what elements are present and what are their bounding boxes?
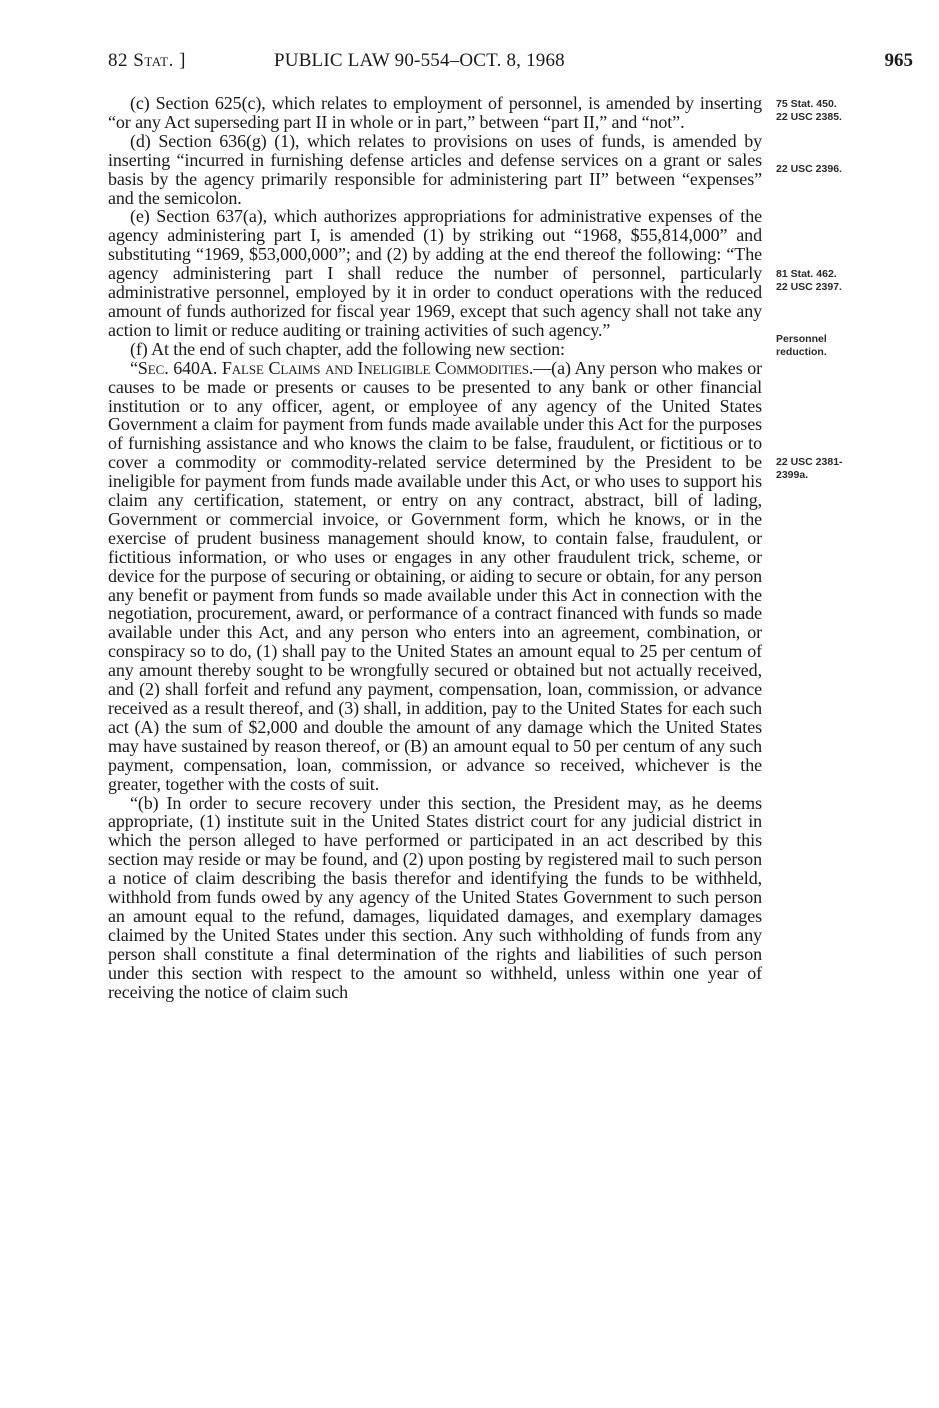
paragraph-b: “(b) In order to secure recovery under this section, the President may, as he deems appropriate, (1) institute suit in the United States district court for any judicial district in which the person alleged to have performed or participated in an act described by this section may reside or may be found, and (2) upon posting by registered mail to such person a notice of claim describing the basis therefor and identifying the funds to be withheld, withhold from funds owed by any agency of the United States Government to such person an amount equal to the refund, damages, liquidated damages, and exemplary damages claimed by the United States under this section. Any such withholding of funds from any person shall constitute a final determination of the rights and liabilities of such person under this section with respect to the amount so withheld, unless within one year of receiving the notice of claim such: [108, 792, 762, 1002]
section-640a-heading: False Claims and Ineligible Commodities.: [221, 357, 534, 378]
statute-body: [108, 94, 762, 1002]
margin-note-personnel-1: Personnel: [776, 333, 827, 345]
running-title: PUBLIC LAW 90-554–OCT. 8, 1968: [274, 50, 565, 71]
section-640a-lead: “Sec. 640A.: [130, 357, 218, 378]
margin-note-e: [776, 268, 926, 293]
margin-note-f-usc-cont: 2399a.: [776, 468, 809, 481]
section-640a-text: —(a) Any person who makes or causes to be made or presents or causes to be presented to any bank or other financial institution or to any officer, agent, or employee of any agency of the United States Government a claim for payment from funds made available under this Act for the purposes of furnishing assistance and who knows the claim to be false, fraudulent, or fictitious or to cover a commodity or commodity-related service determined by the President to be ineligible for payment from funds made available under this Act, or who uses to support his claim any certification, statement, or entry on any contract, abstract, bill of lading, Government or commercial invoice, or Government form, which he knows, or in the exercise of prudent business management should know, to contain false, fraudulent, or fictitious information, or who uses or engages in any other fraudulent trick, scheme, or device for the purpose of securing or obtaining, or aiding to secure or obtain, for any person any benefit or payment from funds so made available under this Act in connection with the negotiation, procurement, award, or performance of a contract financed with funds so made available under this Act, and any person who enters into an agreement, combination, or conspiracy so to do, (1) shall pay to the United States an amount equal to 25 per centum of any amount thereby sought to be wrongfully secured or obtained but not actually received, and (2) shall forfeit and refund any payment, compensation, loan, commission, or advance received as a result thereof, and (3) shall, in addition, pay to the United States for each such act (A) the sum of $2,000 and double the amount of any damage which the United States may have sustained by reason thereof, or (B) an amount equal to 50 per centum of any such payment, compensation, loan, commission, or advance so received, whichever is the greater, together with the costs of suit.: [108, 357, 763, 794]
page-number: 965: [884, 50, 913, 71]
margin-note-e-stat: 81 Stat. 462.: [776, 268, 837, 280]
margin-note-c-stat: 75 Stat. 450.: [776, 98, 837, 110]
statute-volume: 82 Stat. ]: [108, 50, 186, 71]
margin-note-f: [776, 456, 926, 481]
margin-note-c-usc: 22 USC 2385.: [776, 110, 842, 123]
margin-note-e-usc: 22 USC 2397.: [776, 280, 842, 293]
section-640a: [108, 359, 762, 794]
paragraph-c: (c) Section 625(c), which relates to employment of personnel, is amended by inserting “or any Act superseding part II in whole or in part,” between “part II,” and “not”.: [108, 93, 762, 132]
paragraph-e: (e) Section 637(a), which authorizes appropriations for administrative expenses of the agency administering part I, is amended (1) by striking out “1968, $55,814,000” and substituting “1969, $53,000,000”; and (2) by adding at the end thereof the following: “The agency administering part I shall reduce the number of personnel, particularly administrative personnel, employed by it in order to conduct operations with the reduced amount of funds authorized for fiscal year 1969, except that such agency shall not take any action to limit or reduce auditing or training activities of such agency.”: [108, 206, 762, 340]
page-header: [108, 50, 913, 80]
margin-note-d-usc: 22 USC 2396.: [776, 163, 842, 175]
margin-note-d: [776, 163, 926, 176]
margin-note-c: [776, 98, 926, 123]
margin-note-f-usc: 22 USC 2381-: [776, 456, 843, 468]
margin-note-personnel: [776, 333, 926, 358]
margin-note-personnel-2: reduction.: [776, 345, 827, 358]
paragraph-f: (f) At the end of such chapter, add the following new section:: [130, 338, 565, 359]
paragraph-d: (d) Section 636(g) (1), which relates to provisions on uses of funds, is amended by inserting “incurred in furnishing defense articles and defense services on a grant or sales basis by the agency primarily responsible for administering part II” between “expenses” and the semicolon.: [108, 130, 762, 208]
